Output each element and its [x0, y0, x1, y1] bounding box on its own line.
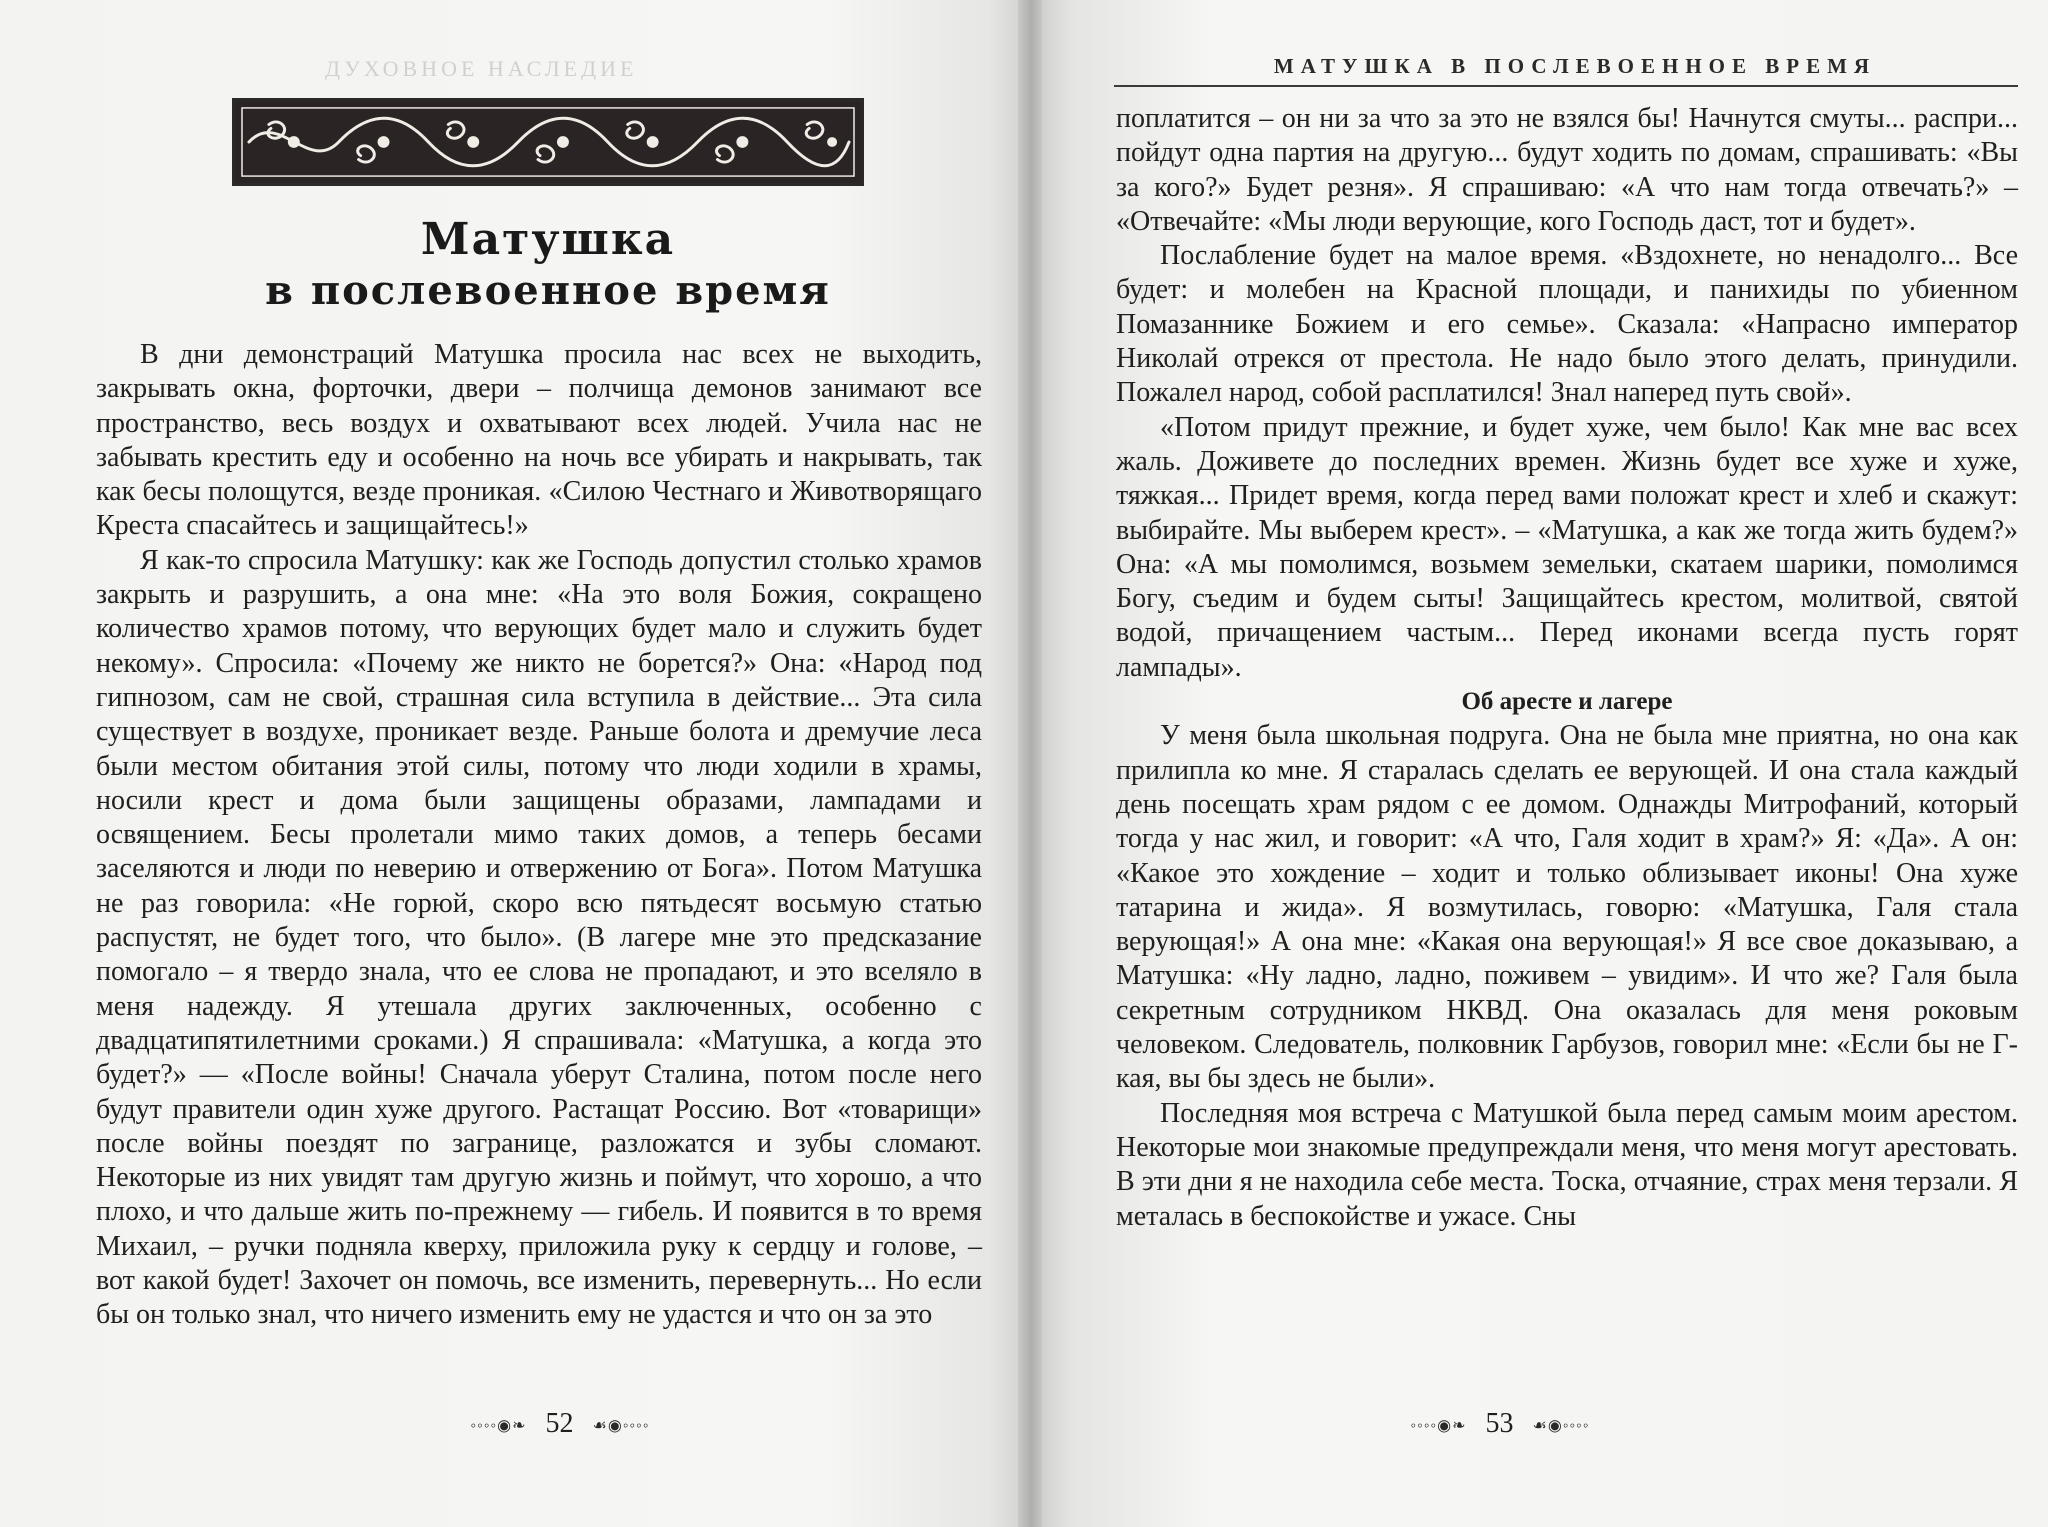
header-rule: [1114, 85, 2018, 87]
scroll-ornament-icon: ◦◦◦◦◉❧: [1410, 1417, 1467, 1435]
paragraph: У меня была школьная подруга. Она не была мне приятна, но она как прилипла ко мне. Я старалась сделать ее верующей. И она стала каждый день посещать храм рядом с ее домом. Однажды Митрофаний, который тогда у нас жил, и говорит: «А что, Галя ходит в храм?» Я: «Да». А он: «Какое это хождение – ходит и только облизывает иконы! Она хуже татарина и жида». Я возмутилась, говорю: «Матушка, Галя стала верующая!» А она мне: «Какая она верующая!» Я все свое доказываю, а Матушка: «Ну ладно, ладно, поживем – увидим». И что же? Галя была секретным сотрудником НКВД. Она оказалась для меня роковым человеком. Следователь, полковник Гарбузов, говорил мне: «Если бы не Г-кая, вы бы здесь не были».: [1116, 720, 2018, 1095]
page-number-right: [1370, 1408, 1630, 1440]
scroll-ornament-icon: ◦◦◦◦◉❧: [470, 1417, 527, 1435]
paragraph: Послабление будет на малое время. «Вздохнете, но ненадолго... Все будет: и молебен на Красной площади, и панихиды по убиенном Помазаннике Божием и его семье». Сказала: «Напрасно император Николай отрекся от престола. Не надо было этого делать, принудили. Пожалел народ, собой расплатился! Знал наперед путь свой».: [1116, 240, 2018, 409]
right-page-body: [1116, 102, 2018, 1234]
paragraph: Я как-то спросила Матушку: как же Господь допустил столько храмов закрыть и разрушить, а она мне: «На это воля Божия, сокращено количество храмов потому, что верующих будет мало и служить будет некому». Спросила: «Почему же никто не борется?» Она: «Народ под гипнозом, сам не свой, страшная сила вступила в действие... Эта сила существует в воздухе, проникает везде. Раньше болота и дремучие леса были местом обитания этой силы, потому что люди ходили в храмы, носили крест и дома были защищены образами, лампадами и освящением. Бесы пролетали мимо таких домов, а теперь бесами заселяются и люди по неверию и отвержению от Бога». Потом Матушка не раз говорила: «Не горюй, скоро всю пятьдесят восьмую статью распустят, не будет того, что было». (В лагере мне это предсказание помогало – я твердо знала, что ее слова не пропадают, и это вселяло в меня надежду. Я утешала других заключенных, особенно с двадцатипятилетними сроками.) Я спрашивала: «Матушка, а когда это будет?» — «После войны! Сначала уберут Сталина, потом после него будут правители один хуже другого. Растащат Россию. Вот «товарищи» после войны поездят по загранице, разложатся и зубы сломают. Некоторые из них увидят там другую жизнь и поймут, что хорошо, а что плохо, и что дальше жить по-прежнему — гибель. И появится в то время Михаил, – ручки подняла кверху, приложила руку к сердцу и голове, – вот какой будет! Захочет он помочь, все изменить, перевернуть... Но если бы он только знал, что ничего изменить ему не удастся и что он за это: [96, 544, 982, 1331]
right-page: [1030, 0, 2048, 1527]
chapter-ornament-banner: [232, 98, 864, 186]
section-subheading: Об аресте и лагере: [1461, 688, 1673, 716]
paragraph: «Потом придут прежние, и будет хуже, чем было! Как мне вас всех жаль. Доживете до последних времен. Жизнь будет все хуже и хуже, тяжкая... Придет время, когда перед вами положат крест и хлеб и скажут: выбирайте. Мы выберем крест». – «Матушка, а как же тогда жить будем?» Она: «А мы помолимся, возьмем земельки, скатаем шарики, помолимся Богу, съедим и будем сыты! Защищайтесь крестом, молитвой, святой водой, причащением частым... Перед иконами всегда пусть горят лампады».: [1116, 411, 2018, 683]
page-number: 53: [1485, 1408, 1514, 1439]
paragraph: В дни демонстраций Матушка просила нас всех не выходить, закрывать окна, форточки, двери – полчища демонов занимают все пространство, весь воздух и охватывают всех людей. Учила нас не забывать крестить еду и особенно на ночь все убирать и накрывать, так как бесы полощутся, везде проникая. «Силою Честнаго и Животворящаго Креста спасайтесь и защищайтесь!»: [96, 339, 982, 542]
left-page-body: [96, 338, 982, 1333]
vine-ornament-icon: [239, 105, 857, 179]
ghost-header-bleedthrough: ДУХОВНОЕ НАСЛЕДИЕ: [325, 56, 638, 80]
chapter-title: [232, 214, 864, 316]
book-gutter: [1018, 0, 1042, 1527]
scroll-ornament-icon: ☙◉◦◦◦◦: [1532, 1417, 1590, 1435]
paragraph: Последняя моя встреча с Матушкой была перед самым моим арестом. Некоторые мои знакомые предупреждали меня, что меня могут арестовать. В эти дни я не находила себе места. Тоска, отчаяние, страх меня терзали. Я металась в беспокойстве и ужасе. Сны: [1116, 1097, 2018, 1232]
paragraph: поплатится – он ни за что за это не взялся бы! Начнутся смуты... распри... пойдут одна партия на другую... будут ходить по домам, спрашивать: «Вы за кого?» Будет резня». Я спрашиваю: «А что нам тогда отвечать?» – «Отвечайте: «Мы люди верующие, кого Господь даст, тот и будет».: [1116, 103, 2018, 237]
scroll-ornament-icon: ☙◉◦◦◦◦: [592, 1417, 650, 1435]
page-number: 52: [545, 1408, 574, 1439]
chapter-title-line2: в послевоенное время: [265, 267, 831, 314]
page-number-left: [430, 1408, 690, 1440]
chapter-title-line1: Матушка: [420, 214, 676, 265]
running-header: МАТУШКА В ПОСЛЕВОЕННОЕ ВРЕМЯ: [1273, 54, 1877, 78]
